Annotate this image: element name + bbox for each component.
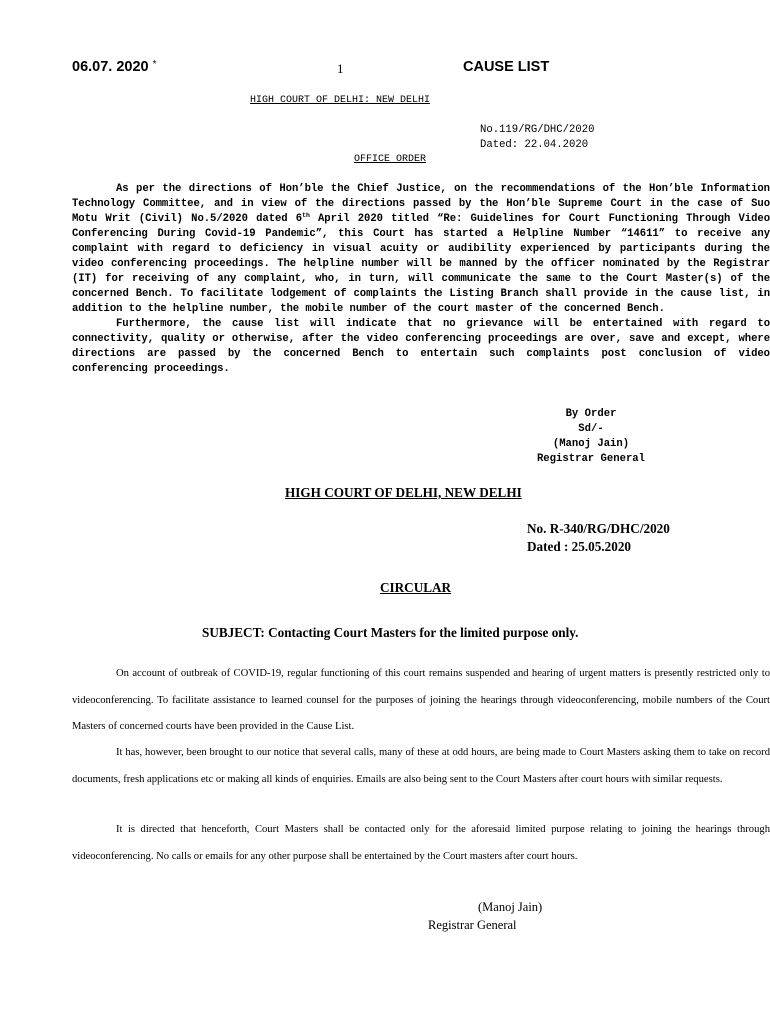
- office-order-heading: OFFICE ORDER: [354, 154, 427, 165]
- circular-subject: SUBJECT: Contacting Court Masters for the limited purpose only.: [202, 625, 579, 640]
- circular-heading: CIRCULAR: [380, 580, 452, 595]
- office-order-dated: Dated: 22.04.2020: [480, 139, 589, 151]
- cause-list-date: 06.07. 2020 *: [72, 59, 157, 75]
- by-order-label: By Order: [565, 408, 617, 420]
- office-order-paragraph-2: Furthermore, the cause list will indicate that no grievance will be entertained with regard to connectivity, quality or otherwise, after the video conferencing proceedings are over, save and except, where directions are passed by the concerned Bench to entertain such complaints post conclusion of video conferencing proceedings.: [72, 318, 770, 375]
- date-mark: *: [152, 59, 157, 70]
- circular-number: No. R-340/RG/DHC/2020: [527, 521, 670, 536]
- office-order-body: [72, 182, 770, 377]
- circular-dated: Dated : 25.05.2020: [527, 539, 632, 554]
- circular-signatory-name: (Manoj Jain): [478, 900, 543, 914]
- circular-paragraph-1: On account of outbreak of COVID-19, regular functioning of this court remains suspended and hearing of urgent matters is presently restricted only to videoconferencing. To facilitate assistance to learned counsel for the purposes of joining the hearings through videoconferencing, mobile numbers of the Court Masters of concerned courts have been provided in the Cause List.: [72, 668, 770, 732]
- circular-paragraph-2: It has, however, been brought to our notice that several calls, many of these at odd hours, are being made to Court Masters asking them to take on record documents, fresh applications etc or making all kinds of enquiries. Emails are also being sent to the Court Masters after court hours with similar requests.: [72, 747, 770, 785]
- circular-paragraph-3: It is directed that henceforth, Court Masters shall be contacted only for the aforesaid limited purpose relating to joining the hearings through videoconferencing. No calls or emails for any other purpose shall be entertained by the Court masters after court hours.: [72, 824, 770, 862]
- page-number: 1: [337, 61, 344, 76]
- signatory-name: (Manoj Jain): [552, 438, 630, 450]
- office-order-court-name: HIGH COURT OF DELHI: NEW DELHI: [250, 95, 431, 106]
- circular-reference: [527, 520, 670, 556]
- circular-court-name: HIGH COURT OF DELHI, NEW DELHI: [285, 485, 522, 500]
- office-order-number: No.119/RG/DHC/2020: [480, 124, 595, 136]
- signatory-designation: Registrar General: [536, 453, 646, 465]
- office-order-paragraph-1: As per the directions of Hon’ble the Chief Justice, on the recommendations of the Hon’ble Information Technology Committee, and in view of the directions passed by the Hon’ble Supreme Court in the case of Suo Motu Writ (Civil) No.5/2020 dated 6th April 2020 titled “Re: Guidelines for Court Functioning Through Video Conferencing During Covid-19 Pandemic”, this Court has started a Helpline Number “14611” to receive any complaint with regard to deficiency in visual acuity or audibility experienced by participants during the video conferencing proceedings. The helpline number will be manned by the officer nominated by the Registrar (IT) for receiving of any complaint, who, in turn, will communicate the same to the Court Master(s) of the concerned Bench. To facilitate lodgement of complaints the Listing Branch shall provide in the cause list, in addition to the helpline number, the mobile number of the court master of the concerned Bench.: [72, 183, 770, 315]
- signed-label: Sd/-: [578, 423, 604, 435]
- office-order-reference: [480, 123, 594, 153]
- document-title: CAUSE LIST: [463, 59, 550, 75]
- office-order-signature: [526, 407, 656, 467]
- circular-signatory-designation: Registrar General: [428, 918, 517, 932]
